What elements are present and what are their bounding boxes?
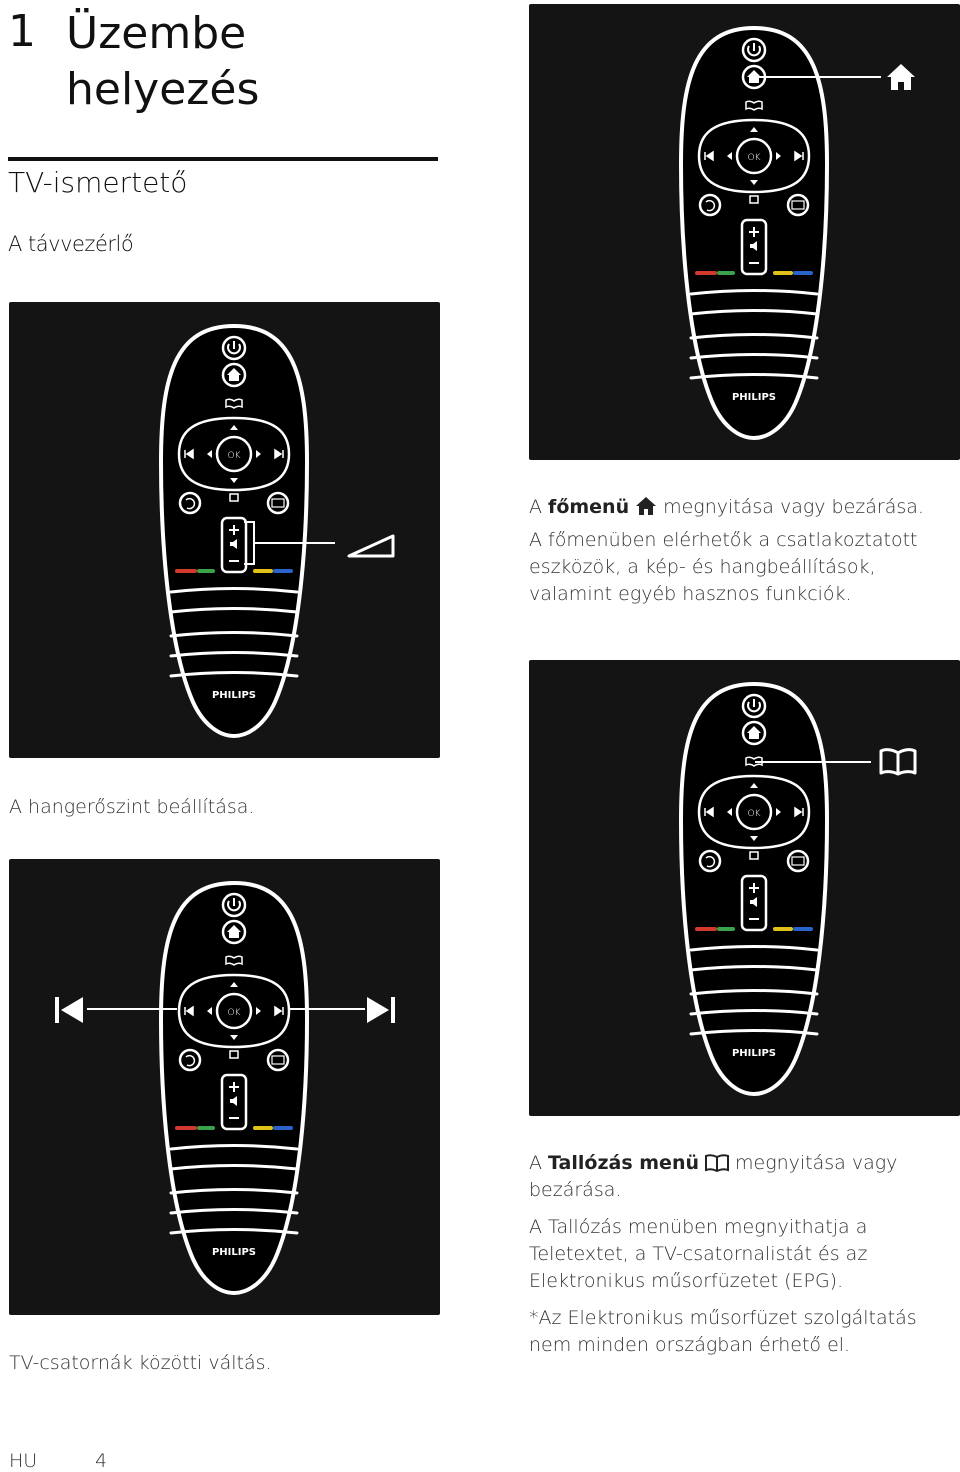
footer-language: HU	[9, 1450, 38, 1472]
svg-text:OK: OK	[747, 153, 761, 163]
section-title: TV-ismertető	[8, 166, 188, 199]
caption-browse-detail: A Tallózás menüben megnyithatja a Teletextet, a TV-csatornalistát és az Elektronikus műsorfüzetet (EPG).	[529, 1216, 868, 1292]
browse-inline-icon	[705, 1154, 729, 1172]
home-icon	[885, 62, 917, 92]
caption-home-line	[529, 494, 949, 521]
svg-text:OK: OK	[227, 1008, 241, 1018]
page-number: 4	[95, 1450, 108, 1472]
caption-home-prefix: A	[529, 496, 542, 518]
caption-browse-prefix: A	[529, 1152, 542, 1174]
remote-panel-volume	[9, 302, 440, 758]
svg-text:PHILIPS: PHILIPS	[731, 392, 777, 403]
svg-text:OK: OK	[227, 451, 241, 461]
caption-volume: A hangerőszint beállítása.	[9, 796, 255, 818]
caption-browse-note: *Az Elektronikus műsorfüzet szolgáltatás nem minden országban érhető el.	[529, 1307, 917, 1356]
volume-callout	[9, 302, 440, 758]
caption-browse-bold: Tallózás menü	[548, 1152, 699, 1174]
volume-icon	[347, 532, 397, 560]
svg-text:PHILIPS: PHILIPS	[211, 690, 257, 701]
remote-panel-channels	[9, 859, 440, 1315]
caption-home-suffix: megnyitása vagy bezárása.	[663, 496, 924, 518]
svg-text:PHILIPS: PHILIPS	[211, 1247, 257, 1258]
remote-panel-browse	[529, 660, 960, 1116]
caption-home-detail: A főmenüben elérhetők a csatlakoztatott eszközök, a kép- és hangbeállítások, valamint egyéb hasznos funkciók.	[529, 529, 918, 605]
caption-home-bold: főmenü	[548, 496, 630, 518]
previous-channel-icon	[53, 995, 87, 1025]
svg-text:OK: OK	[747, 809, 761, 819]
caption-browse-line	[529, 1150, 949, 1204]
browse-book-icon	[879, 748, 917, 776]
home-inline-icon	[635, 496, 657, 516]
caption-channels: TV-csatornák közötti váltás.	[9, 1352, 272, 1374]
chapter-title: Üzembe helyezés	[66, 8, 260, 115]
caption-browse	[529, 1150, 949, 1359]
caption-home	[529, 494, 949, 608]
chapter-number: 1	[8, 6, 36, 57]
browse-callout	[529, 660, 960, 1116]
caption-browse-suffix: megnyitása vagy bezárása.	[529, 1152, 898, 1201]
subsection-title: A távvezérlő	[8, 232, 134, 256]
channel-callouts	[9, 859, 440, 1315]
remote-panel-home	[529, 4, 960, 460]
next-channel-icon	[365, 995, 399, 1025]
svg-text:PHILIPS: PHILIPS	[731, 1048, 777, 1059]
title-rule	[8, 157, 438, 161]
